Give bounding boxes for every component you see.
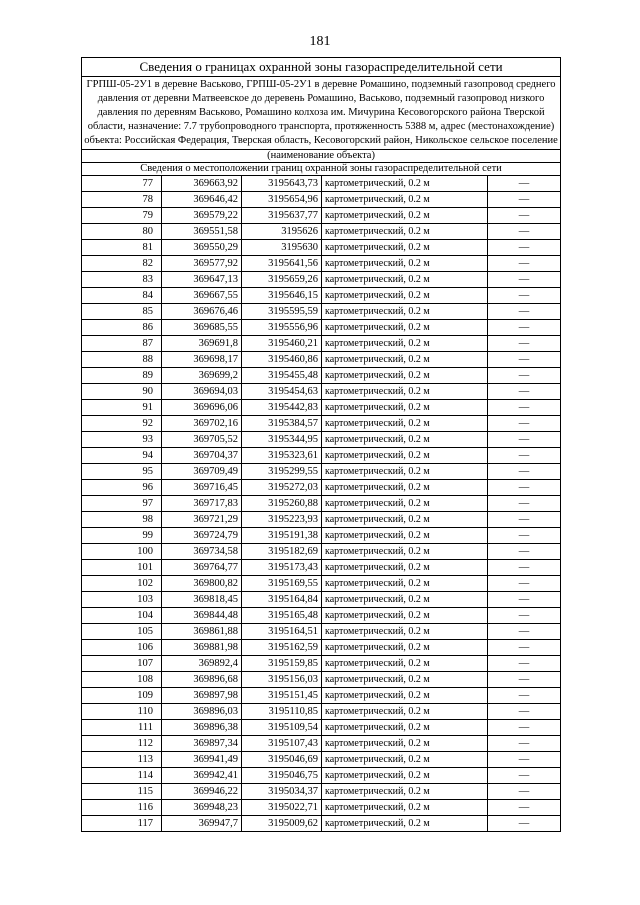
point-number: 95 [82,463,162,479]
determination-method: картометрический, 0.2 м [322,655,488,671]
coordinate-x: 369647,13 [162,271,242,287]
document-title: Сведения о границах охранной зоны газораспределительной сети [82,58,561,77]
table-row [82,335,561,351]
coordinate-y: 3195272,03 [242,479,322,495]
note-dash: — [488,479,561,495]
point-number: 116 [82,799,162,815]
point-number: 87 [82,335,162,351]
table-row [82,415,561,431]
table-row [82,719,561,735]
coordinate-x: 369721,29 [162,511,242,527]
note-dash: — [488,191,561,207]
coordinate-x: 369734,58 [162,543,242,559]
coordinate-y: 3195626 [242,223,322,239]
coordinate-y: 3195659,26 [242,271,322,287]
note-dash: — [488,799,561,815]
coordinate-y: 3195046,69 [242,751,322,767]
note-dash: — [488,511,561,527]
coordinate-x: 369646,42 [162,191,242,207]
table-row [82,255,561,271]
table-row [82,479,561,495]
table-row [82,639,561,655]
note-dash: — [488,431,561,447]
coordinate-x: 369694,03 [162,383,242,399]
object-caption: (наименование объекта) [82,149,561,162]
determination-method: картометрический, 0.2 м [322,639,488,655]
note-dash: — [488,207,561,223]
point-number: 77 [82,175,162,191]
point-number: 97 [82,495,162,511]
determination-method: картометрический, 0.2 м [322,223,488,239]
determination-method: картометрический, 0.2 м [322,527,488,543]
coordinate-x: 369705,52 [162,431,242,447]
determination-method: картометрический, 0.2 м [322,495,488,511]
note-dash: — [488,239,561,255]
coordinate-y: 3195156,03 [242,671,322,687]
object-description: ГРПШ-05-2У1 в деревне Васьково, ГРПШ-05-2У1 в деревне Ромашино, подземный газопровод среднего давления от деревни Матвеевское до деревень Ромашино, Васьково, подземный газопровод низкого давления по деревням Васьково, Ромашино колхоза им. Мичурина Кесовогорского района Тверской области, назначение: 7.7 трубопроводного транспорта, протяженность 5388 м, адрес (местонахождение) объекта: Российская Федерация, Тверская область, Кесовогорский район, Никольское сельское поселение [82,77,561,150]
note-dash: — [488,575,561,591]
point-number: 93 [82,431,162,447]
coordinate-x: 369881,98 [162,639,242,655]
coordinate-x: 369709,49 [162,463,242,479]
table-row [82,351,561,367]
coordinate-x: 369702,16 [162,415,242,431]
table-row [82,207,561,223]
coordinate-x: 369818,45 [162,591,242,607]
determination-method: картометрический, 0.2 м [322,335,488,351]
table-row [82,191,561,207]
table-row [82,399,561,415]
coordinate-x: 369550,29 [162,239,242,255]
note-dash: — [488,351,561,367]
coordinate-y: 3195442,83 [242,399,322,415]
coordinate-x: 369941,49 [162,751,242,767]
note-dash: — [488,655,561,671]
point-number: 107 [82,655,162,671]
section-title: Сведения о местоположении границ охранной зоны газораспределительной сети [82,162,561,175]
coordinate-y: 3195164,84 [242,591,322,607]
coordinate-y: 3195595,59 [242,303,322,319]
point-number: 78 [82,191,162,207]
coordinate-y: 3195641,56 [242,255,322,271]
point-number: 89 [82,367,162,383]
coordinate-y: 3195169,55 [242,575,322,591]
determination-method: картометрический, 0.2 м [322,799,488,815]
determination-method: картометрический, 0.2 м [322,783,488,799]
coordinate-y: 3195637,77 [242,207,322,223]
determination-method: картометрический, 0.2 м [322,431,488,447]
coordinate-x: 369696,06 [162,399,242,415]
note-dash: — [488,719,561,735]
table-row [82,815,561,831]
note-dash: — [488,543,561,559]
point-number: 113 [82,751,162,767]
note-dash: — [488,463,561,479]
note-dash: — [488,335,561,351]
point-number: 84 [82,287,162,303]
determination-method: картометрический, 0.2 м [322,367,488,383]
coordinate-x: 369663,92 [162,175,242,191]
table-row [82,495,561,511]
coordinate-x: 369717,83 [162,495,242,511]
table-row [82,767,561,783]
coordinate-y: 3195173,43 [242,559,322,575]
determination-method: картометрический, 0.2 м [322,303,488,319]
coordinate-x: 369667,55 [162,287,242,303]
coordinate-y: 3195260,88 [242,495,322,511]
table-row [82,447,561,463]
coordinate-x: 369892,4 [162,655,242,671]
boundary-table [81,57,561,832]
table-row [82,383,561,399]
coordinate-x: 369704,37 [162,447,242,463]
note-dash: — [488,399,561,415]
point-number: 85 [82,303,162,319]
coordinate-y: 3195182,69 [242,543,322,559]
coordinate-y: 3195454,63 [242,383,322,399]
note-dash: — [488,287,561,303]
note-dash: — [488,623,561,639]
point-number: 82 [82,255,162,271]
table-row [82,751,561,767]
table-row [82,799,561,815]
determination-method: картометрический, 0.2 м [322,687,488,703]
table-row [82,671,561,687]
point-number: 86 [82,319,162,335]
point-number: 114 [82,767,162,783]
point-number: 108 [82,671,162,687]
coordinate-x: 369800,82 [162,575,242,591]
point-number: 109 [82,687,162,703]
point-number: 115 [82,783,162,799]
determination-method: картометрический, 0.2 м [322,239,488,255]
table-row [82,367,561,383]
determination-method: картометрический, 0.2 м [322,399,488,415]
note-dash: — [488,815,561,831]
table-row [82,591,561,607]
coordinates-table-body [82,175,561,831]
determination-method: картометрический, 0.2 м [322,623,488,639]
table-row [82,319,561,335]
determination-method: картометрический, 0.2 м [322,271,488,287]
coordinate-y: 3195460,21 [242,335,322,351]
coordinate-y: 3195159,85 [242,655,322,671]
point-number: 105 [82,623,162,639]
table-row [82,703,561,719]
coordinate-x: 369764,77 [162,559,242,575]
coordinate-x: 369579,22 [162,207,242,223]
note-dash: — [488,639,561,655]
table-row [82,287,561,303]
determination-method: картометрический, 0.2 м [322,319,488,335]
coordinate-x: 369896,03 [162,703,242,719]
note-dash: — [488,687,561,703]
determination-method: картометрический, 0.2 м [322,815,488,831]
determination-method: картометрический, 0.2 м [322,463,488,479]
table-row [82,431,561,447]
table-row [82,511,561,527]
note-dash: — [488,255,561,271]
note-dash: — [488,591,561,607]
coordinate-x: 369897,34 [162,735,242,751]
table-row [82,575,561,591]
note-dash: — [488,367,561,383]
coordinate-y: 3195009,62 [242,815,322,831]
coordinate-x: 369716,45 [162,479,242,495]
coordinate-x: 369699,2 [162,367,242,383]
table-row [82,607,561,623]
table-row [82,735,561,751]
note-dash: — [488,559,561,575]
table-row [82,783,561,799]
coordinate-y: 3195162,59 [242,639,322,655]
note-dash: — [488,223,561,239]
coordinate-x: 369897,98 [162,687,242,703]
table-row [82,623,561,639]
coordinate-x: 369896,38 [162,719,242,735]
determination-method: картометрический, 0.2 м [322,191,488,207]
coordinate-x: 369685,55 [162,319,242,335]
determination-method: картометрический, 0.2 м [322,607,488,623]
determination-method: картометрический, 0.2 м [322,751,488,767]
determination-method: картометрический, 0.2 м [322,287,488,303]
coordinate-y: 3195034,37 [242,783,322,799]
table-row [82,559,561,575]
point-number: 83 [82,271,162,287]
page-number: 181 [309,34,331,49]
point-number: 94 [82,447,162,463]
coordinate-x: 369676,46 [162,303,242,319]
coordinate-y: 3195323,61 [242,447,322,463]
coordinate-x: 369948,23 [162,799,242,815]
table-row [82,271,561,287]
coordinate-y: 3195455,48 [242,367,322,383]
table-row [82,303,561,319]
table-row [82,239,561,255]
note-dash: — [488,751,561,767]
point-number: 103 [82,591,162,607]
coordinate-x: 369551,58 [162,223,242,239]
coordinate-y: 3195384,57 [242,415,322,431]
determination-method: картометрический, 0.2 м [322,175,488,191]
point-number: 112 [82,735,162,751]
point-number: 81 [82,239,162,255]
point-number: 110 [82,703,162,719]
determination-method: картометрический, 0.2 м [322,447,488,463]
determination-method: картометрический, 0.2 м [322,559,488,575]
note-dash: — [488,175,561,191]
point-number: 98 [82,511,162,527]
point-number: 91 [82,399,162,415]
coordinate-y: 3195022,71 [242,799,322,815]
note-dash: — [488,703,561,719]
point-number: 100 [82,543,162,559]
determination-method: картометрический, 0.2 м [322,255,488,271]
coordinate-y: 3195046,75 [242,767,322,783]
note-dash: — [488,767,561,783]
point-number: 90 [82,383,162,399]
coordinate-y: 3195299,55 [242,463,322,479]
coordinate-y: 3195165,48 [242,607,322,623]
point-number: 80 [82,223,162,239]
note-dash: — [488,271,561,287]
table-row [82,223,561,239]
determination-method: картометрический, 0.2 м [322,479,488,495]
point-number: 111 [82,719,162,735]
determination-method: картометрический, 0.2 м [322,735,488,751]
table-row [82,655,561,671]
coordinate-y: 3195107,43 [242,735,322,751]
point-number: 88 [82,351,162,367]
note-dash: — [488,383,561,399]
point-number: 79 [82,207,162,223]
coordinate-y: 3195646,15 [242,287,322,303]
coordinate-y: 3195344,95 [242,431,322,447]
determination-method: картометрический, 0.2 м [322,671,488,687]
determination-method: картометрический, 0.2 м [322,591,488,607]
determination-method: картометрический, 0.2 м [322,543,488,559]
coordinate-y: 3195643,73 [242,175,322,191]
note-dash: — [488,447,561,463]
coordinate-x: 369698,17 [162,351,242,367]
coordinate-x: 369861,88 [162,623,242,639]
coordinate-x: 369946,22 [162,783,242,799]
determination-method: картометрический, 0.2 м [322,767,488,783]
determination-method: картометрический, 0.2 м [322,383,488,399]
point-number: 101 [82,559,162,575]
point-number: 92 [82,415,162,431]
determination-method: картометрический, 0.2 м [322,207,488,223]
coordinate-y: 3195151,45 [242,687,322,703]
determination-method: картометрический, 0.2 м [322,703,488,719]
coordinate-y: 3195164,51 [242,623,322,639]
point-number: 96 [82,479,162,495]
coordinate-y: 3195191,38 [242,527,322,543]
note-dash: — [488,735,561,751]
note-dash: — [488,527,561,543]
note-dash: — [488,495,561,511]
coordinate-x: 369577,92 [162,255,242,271]
determination-method: картометрический, 0.2 м [322,415,488,431]
point-number: 104 [82,607,162,623]
coordinate-x: 369691,8 [162,335,242,351]
table-row [82,687,561,703]
table-row [82,527,561,543]
note-dash: — [488,607,561,623]
table-row [82,543,561,559]
point-number: 117 [82,815,162,831]
determination-method: картометрический, 0.2 м [322,351,488,367]
note-dash: — [488,319,561,335]
coordinate-y: 3195654,96 [242,191,322,207]
coordinate-x: 369896,68 [162,671,242,687]
determination-method: картометрический, 0.2 м [322,575,488,591]
coordinate-x: 369724,79 [162,527,242,543]
note-dash: — [488,415,561,431]
point-number: 106 [82,639,162,655]
coordinate-y: 3195109,54 [242,719,322,735]
coordinate-x: 369844,48 [162,607,242,623]
point-number: 99 [82,527,162,543]
coordinate-y: 3195556,96 [242,319,322,335]
table-row [82,175,561,191]
coordinate-y: 3195460,86 [242,351,322,367]
coordinate-y: 3195630 [242,239,322,255]
note-dash: — [488,671,561,687]
point-number: 102 [82,575,162,591]
determination-method: картометрический, 0.2 м [322,719,488,735]
table-row [82,463,561,479]
determination-method: картометрический, 0.2 м [322,511,488,527]
coordinate-x: 369942,41 [162,767,242,783]
note-dash: — [488,783,561,799]
coordinate-y: 3195223,93 [242,511,322,527]
coordinate-y: 3195110,85 [242,703,322,719]
note-dash: — [488,303,561,319]
coordinate-x: 369947,7 [162,815,242,831]
